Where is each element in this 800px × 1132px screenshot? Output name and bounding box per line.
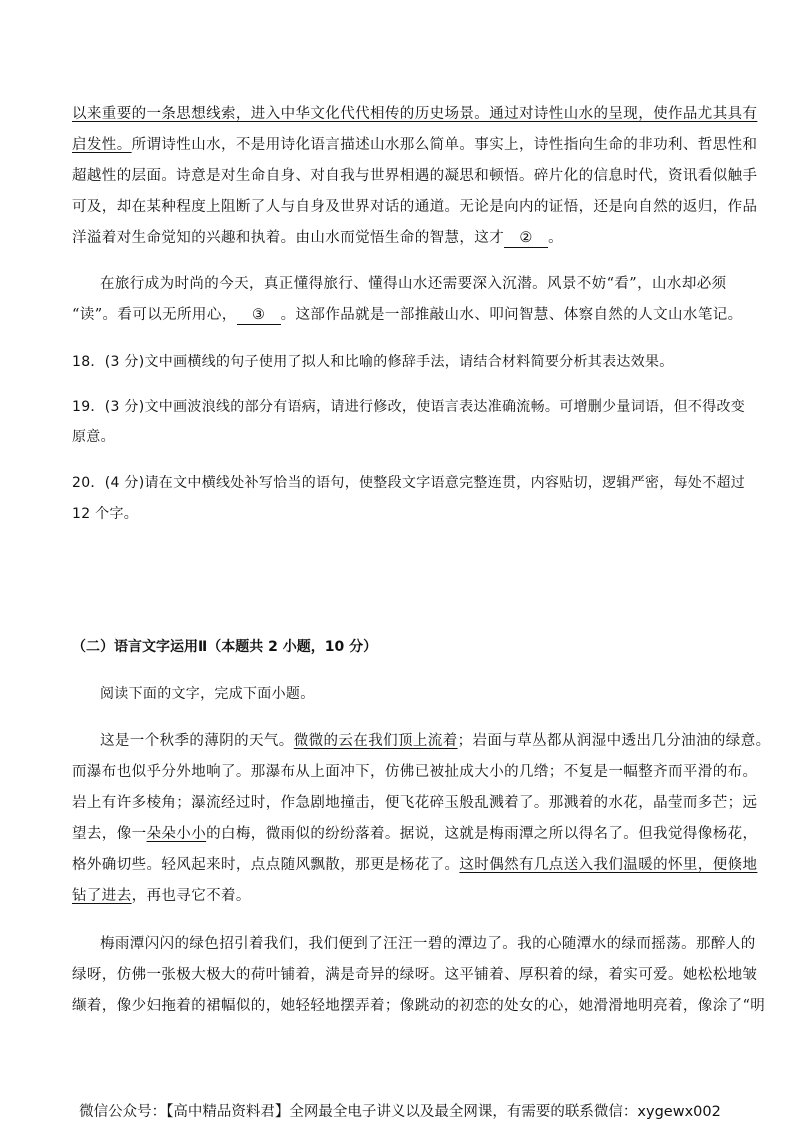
question-18: 18．(3 分)文中画横线的句子使用了拟人和比喻的修辞手法，请结合材料简要分析其表达效果。 (72, 354, 674, 370)
passage2-line8: 绿呀，仿佛一张极大极大的荷叶铺着，满是奇异的绿呀。这平铺着、厚积着的绿，着实可爱。她松松地皱 (72, 967, 758, 983)
blank-3[interactable]: ③ (237, 308, 281, 325)
passage2-line5: 格外确切些。轻风起来时，点点随风飘散，那更是杨花了。这时偶然有几点送入我们温暖的怀里，便倏地 (72, 857, 758, 873)
passage1-line7: “读”。看可以无所用心， ③ 。这部作品就是一部推敲山水、叩问智慧、体察自然的人文山水笔记。 (72, 307, 743, 323)
passage2-line7: 梅雨潭闪闪的绿色招引着我们，我们便到了汪汪一碧的潭边了。我的心随潭水的绿而摇荡。那醉人的 (100, 936, 756, 952)
section-title: （二）语言文字运用Ⅱ（本题共 2 小题，10 分） (72, 639, 378, 655)
underlined-phrase: 钻了进去 (72, 888, 132, 904)
question-19-line1: 19．(3 分)文中画波浪线的部分有语病，请进行修改，使语言表达准确流畅。可增删少量词语，但不得改变 (72, 399, 746, 415)
passage2-line9: 缬着，像少妇拖着的裙幅似的，她轻轻地摆弄着；像跳动的初恋的处女的心，她滑滑地明亮着，像涂了“明 (72, 998, 766, 1014)
underlined-sentence-end: 启发性。 (72, 137, 132, 153)
passage2-line6: 钻了进去，再也寻它不着。 (72, 888, 251, 904)
passage1-line4: 可及，却在某种程度上阻断了人与自身及世界对话的通道。无论是向内的证悟，还是向自然的返归，作品 (72, 199, 758, 215)
underlined-sentence: 以来重要的一条思想线索，进入中华文化代代相传的历史场景。通过对诗性山水的呈现，使作品尤其具有 (72, 106, 758, 122)
passage1-line2: 启发性。所谓诗性山水，不是用诗化语言描述山水那么简单。事实上，诗性指向生命的非功利、哲思性和 (72, 137, 758, 153)
passage1-line3: 超越性的层面。诗意是对生命自身、对自我与世界相遇的凝思和顿悟。碎片化的信息时代，资讯看似触手 (72, 168, 758, 184)
passage1-line1 (72, 102, 757, 123)
passage2-line4: 望去，像一朵朵小小的白梅，微雨似的纷纷落着。据说，这就是梅雨潭之所以得名了。但我觉得像杨花， (72, 826, 758, 842)
passage1-line6: 在旅行成为时尚的今天，真正懂得旅行、懂得山水还需要深入沉潜。风景不妨“看”，山水却必须 (100, 276, 727, 292)
question-20-line1: 20．(4 分)请在文中横线处补写恰当的语句，使整段文字语意完整连贯，内容贴切，逻辑严密，每处不超过 (72, 475, 746, 491)
blank-2[interactable]: ② (504, 231, 548, 248)
underlined-phrase: 朵朵小小 (146, 826, 207, 842)
question-19-line2: 原意。 (72, 429, 115, 445)
section-intro: 阅读下面的文字，完成下面小题。 (100, 686, 315, 702)
underlined-phrase: 这时偶然有几点送入我们温暖的怀里，便倏地 (459, 857, 758, 873)
passage1-line5: 洋溢着对生命觉知的兴趣和执着。由山水而觉悟生命的智慧，这才 ② 。 (72, 230, 564, 246)
question-20-line2: 12 个字。 (72, 506, 139, 522)
underlined-phrase: 微微的云在我们顶上流着 (293, 733, 458, 749)
passage2-line3: 岩上有许多棱角；瀑流经过时，作急剧地撞击，便飞花碎玉般乱溅着了。那溅着的水花，晶莹而多芒；远 (72, 795, 758, 811)
passage2-line1: 这是一个秋季的薄阴的天气。微微的云在我们顶上流着；岩面与草丛都从润湿中透出几分油油的绿意。 (100, 733, 771, 749)
passage2-line2: 而瀑布也似乎分外地响了。那瀑布从上面冲下，仿佛已被扯成大小的几绺；不复是一幅整齐而平滑的布。 (72, 764, 758, 780)
footer-watermark-text: 微信公众号：【高中精品资料君】全网最全电子讲义以及最全网课，有需要的联系微信：xygewx002 (79, 1104, 721, 1120)
